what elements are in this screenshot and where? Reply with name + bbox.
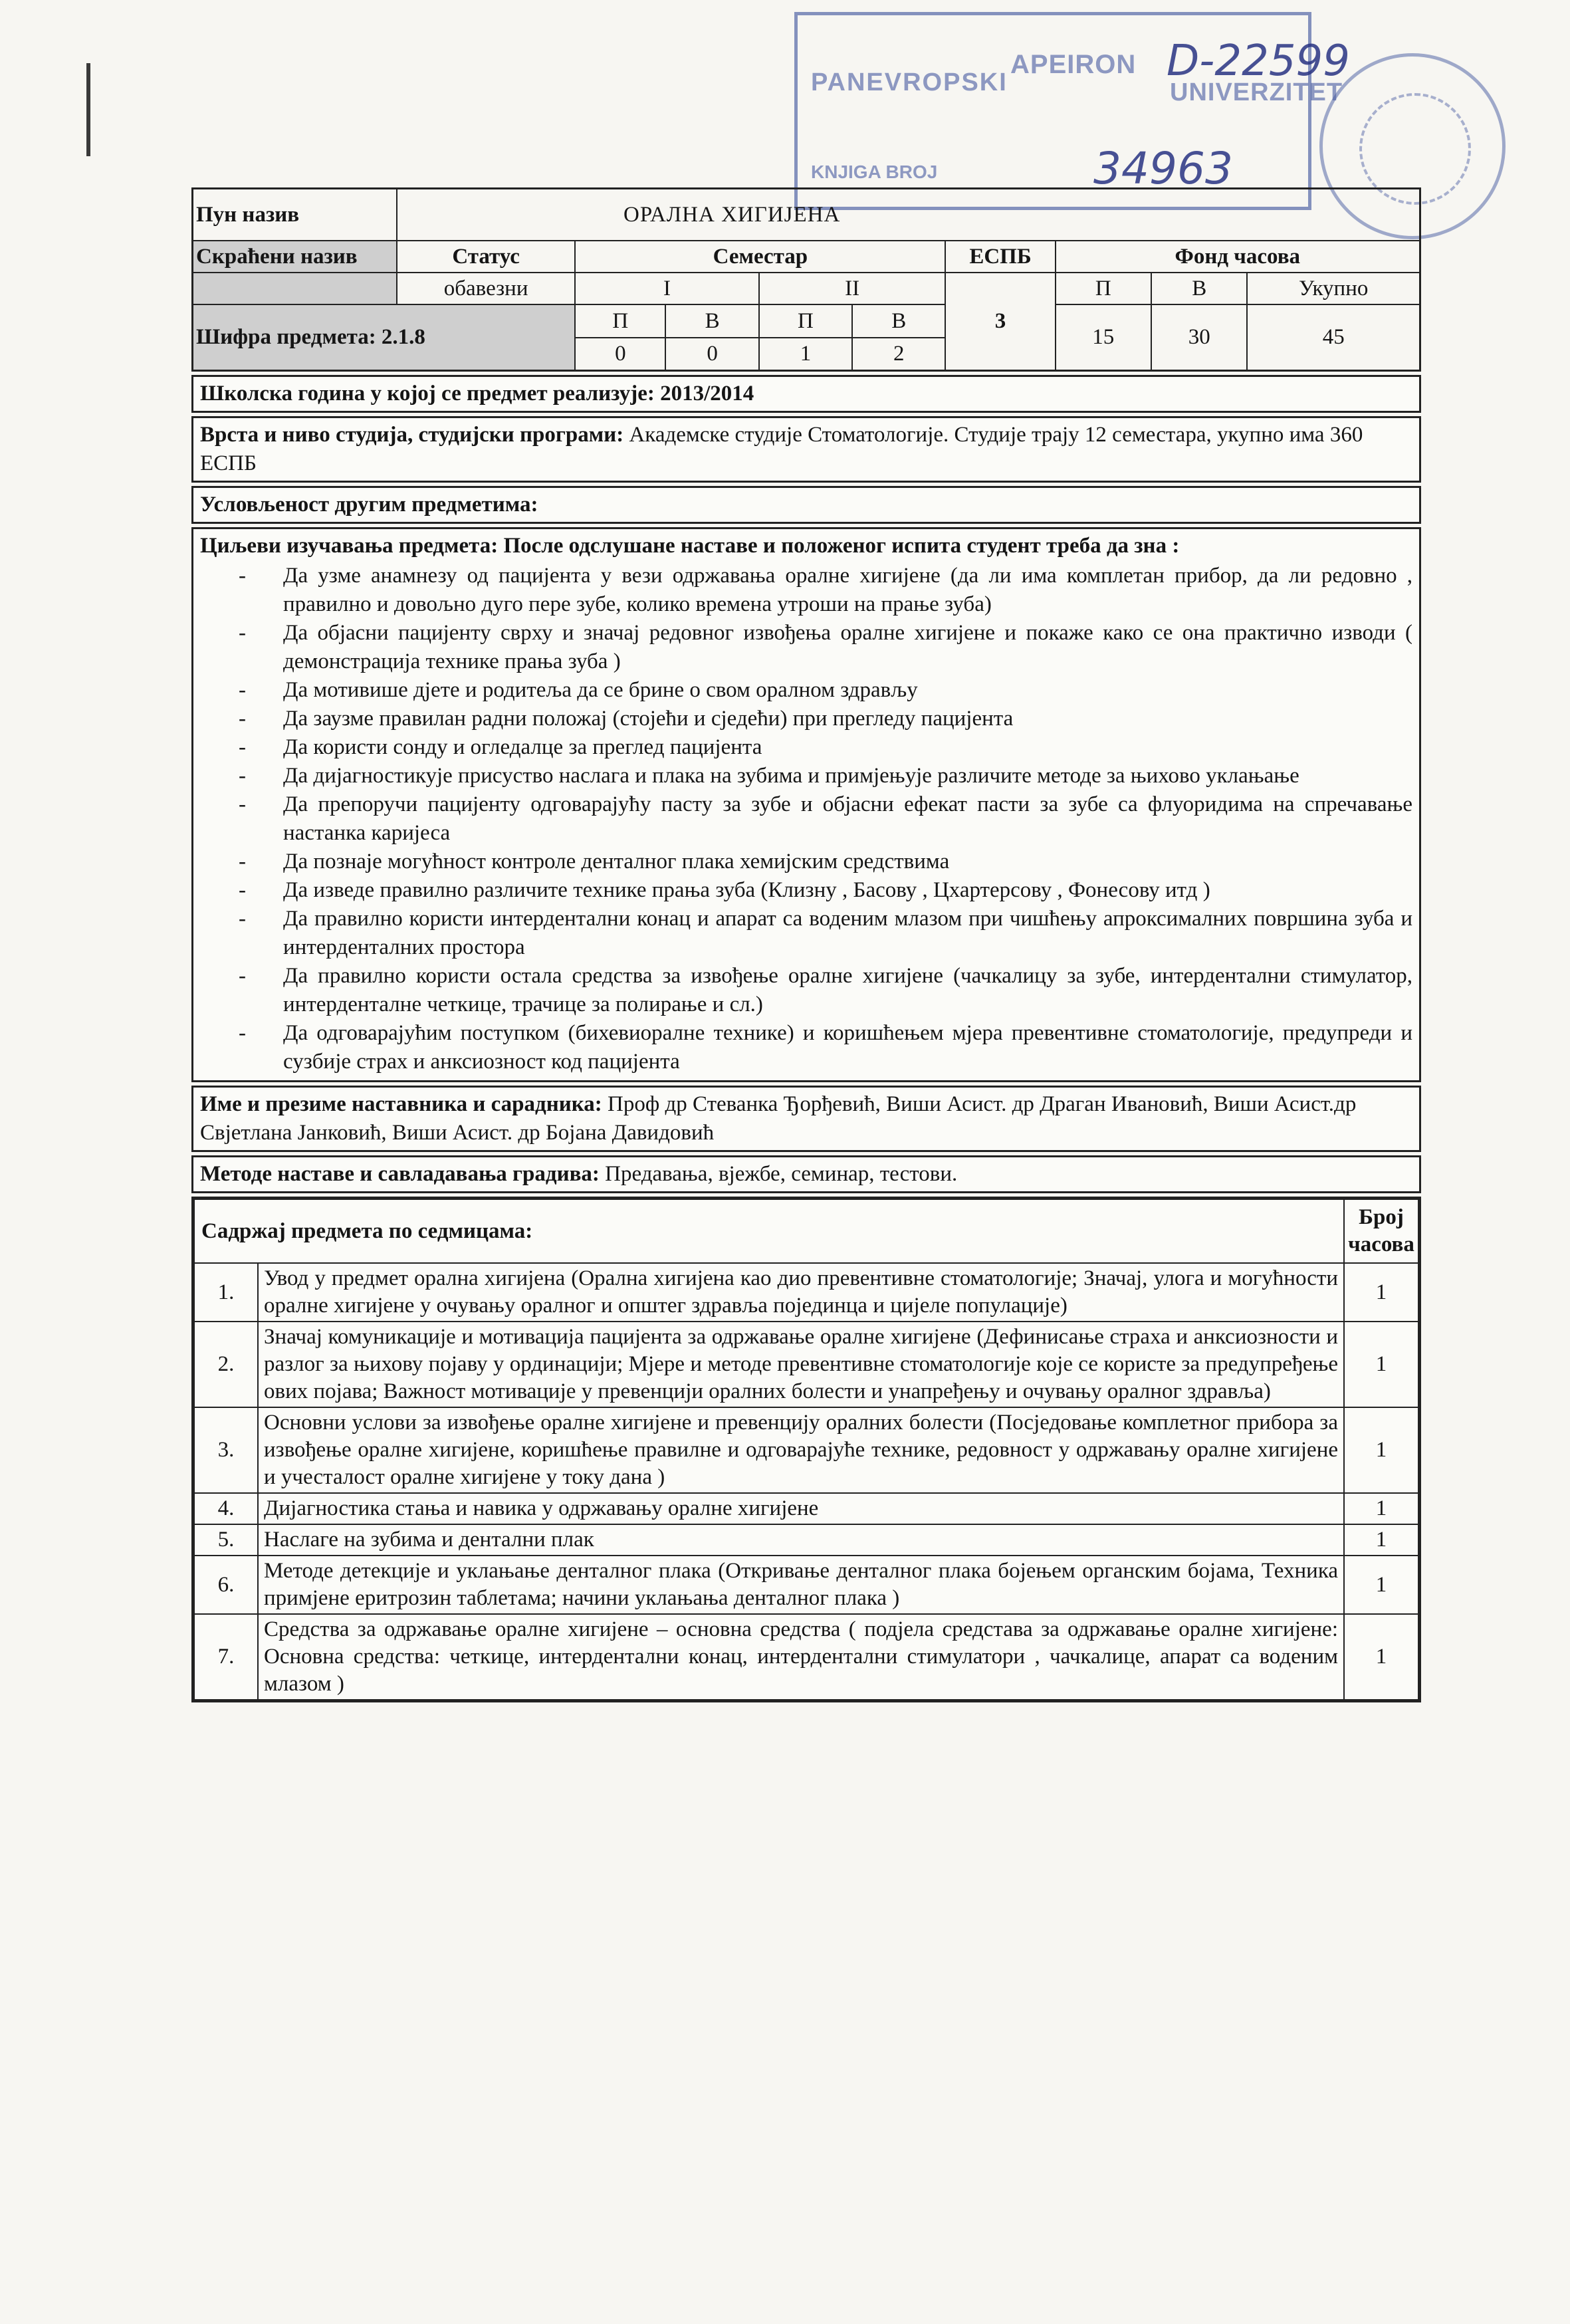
sem-v1-value: 0 <box>665 338 758 371</box>
week-number: 6. <box>194 1556 258 1614</box>
study-type-text: Академске студије Стоматологије. Студије трају 12 семестара, укупно има 360 ЕСПБ <box>200 423 1363 475</box>
weekly-label: Садржај предмета по седмицама: <box>194 1199 1344 1263</box>
status-label: Статус <box>397 241 575 273</box>
table-row <box>194 1556 1418 1614</box>
ects-value: 3 <box>945 273 1055 371</box>
list-item: - Да дијагностикује присуство наслага и плака на зубима и примјењује различите методе за њихово уклањање <box>200 762 1412 790</box>
teachers-text: Проф др Стеванка Ђорђевић, Виши Асист. др Драган Ивановић, Виши Асист.др Свјетлана Јанковић, Виши Асист. др Бојана Давидовић <box>200 1092 1357 1145</box>
stamp-line-3: UNIVERZITET <box>1170 78 1343 106</box>
table-row <box>194 1263 1418 1322</box>
week-content: Основни услови за извођење оралне хигијене и превенцију оралних болести (Посједовање комплетног прибора за извођење оралне хигијене, коришћење правилне и одговарајуће технике, редовност у одржавању оралне хигијене и учесталост оралне хигијене у току дана ) <box>258 1407 1344 1493</box>
handwritten-number: 34963 <box>1093 143 1233 194</box>
week-content: Дијагностика стања и навика у одржавању оралне хигијене <box>258 1493 1344 1524</box>
status-value: обавезни <box>397 273 575 304</box>
list-item: - Да одговарајућим поступком (бихевиоралне технике) и коришћењем мјера превентивне стоматологије, предупреди и сузбије страх и анксиозност код пацијента <box>200 1019 1412 1076</box>
page-margin-mark <box>86 63 90 156</box>
hours-p-label: П <box>1056 273 1151 304</box>
week-number: 7. <box>194 1614 258 1700</box>
ects-label: ЕСПБ <box>945 241 1055 273</box>
weekly-section <box>191 1197 1421 1702</box>
table-row <box>194 1524 1418 1556</box>
table-row <box>194 1322 1418 1407</box>
sem-p2-value: 1 <box>759 338 852 371</box>
hours-v-value: 30 <box>1151 304 1247 371</box>
week-content: Значај комуникације и мотивација пацијента за одржавање оралне хигијене (Дефинисање страха и анксиозности и разлог за њихову појаву у ординацији; Мјере и методе превентивне стоматологије које се користе за предупређење ових појава; Важност мотивације у превенцији оралних болести и унапређењу и очувању оралног здравља) <box>258 1322 1344 1407</box>
list-item: - Да правилно користи интердентални конац и апарат са воденим млазом при чишћењу апроксималних површина зуба и интерденталних простора <box>200 905 1412 962</box>
handwritten-id: D-22599 <box>1167 37 1350 86</box>
course-document <box>191 187 1421 1702</box>
methods-label: Методе наставе и савладавања градива: <box>200 1162 600 1186</box>
course-title: ОРАЛНА ХИГИЈЕНА <box>397 189 1420 241</box>
list-item: - Да познаје могућност контроле денталног плака хемијским средствима <box>200 848 1412 876</box>
school-year: Школска година у којој се предмет реализује: 2013/2014 <box>191 375 1421 413</box>
goals-list <box>200 562 1412 1076</box>
list-item: - Да заузме правилан радни положај (стојећи и сједећи) при прегледу пацијента <box>200 705 1412 733</box>
list-item: - Да препоручи пацијенту одговарајућу пасту за зубе и објасни ефекат пасти за зубе са флуоридима на спречавање настанка каријеса <box>200 790 1412 848</box>
stamp-line-2: APEIRON <box>1010 50 1137 79</box>
week-content: Методе детекције и уклањање денталног плака (Откривање денталног плака бојењем органским бојама, Техника примјене еритрозин таблетама; начини уклањања денталног плака ) <box>258 1556 1344 1614</box>
list-item: - Да правилно користи остала средства за извођење оралне хигијене (чачкалицу за зубе, интердентални стимулатор, интерденталне четкице, трачице за полирање и сл.) <box>200 962 1412 1019</box>
hours-fund-label: Фонд часова <box>1056 241 1420 273</box>
sem-p1-label: П <box>575 304 665 338</box>
sem-v2-label: В <box>852 304 945 338</box>
week-hours: 1 <box>1344 1322 1418 1407</box>
week-number: 1. <box>194 1263 258 1322</box>
week-hours: 1 <box>1344 1556 1418 1614</box>
full-name-label: Пун назив <box>193 189 397 241</box>
week-hours: 1 <box>1344 1614 1418 1700</box>
teachers-label: Име и презиме наставника и сарадника: <box>200 1092 602 1116</box>
goals-section <box>191 527 1421 1082</box>
study-type <box>191 416 1421 483</box>
semester-2: II <box>759 273 946 304</box>
list-item: - Да мотивише дјете и родитеља да се брине о свом оралном здрављу <box>200 676 1412 705</box>
week-content: Увод у предмет орална хигијена (Орална хигијена као дио превентивне стоматологије; Значај, улога и могућности оралне хигијене у очувању оралног и општег здравља појединца и цијеле популације) <box>258 1263 1344 1322</box>
hours-total-label: Укупно <box>1247 273 1420 304</box>
table-row <box>194 1407 1418 1493</box>
study-type-label: Врста и ниво студија, студијски програми: <box>200 423 624 447</box>
sem-v1-label: В <box>665 304 758 338</box>
methods-text: Предавања, вјежбе, семинар, тестови. <box>599 1162 958 1186</box>
methods-section <box>191 1155 1421 1193</box>
course-code: Шифра предмета: 2.1.8 <box>193 304 576 371</box>
hours-v-label: В <box>1151 273 1247 304</box>
stamp-line-1: PANEVROPSKI <box>811 68 1008 96</box>
week-content: Средства за одржавање оралне хигијене – основна средства ( подјела средстава за одржавање оралне хигијене: Основна средства: четкице, интердентални конац, интердентални стимулатори , чачкалице, апарат са воденим млазом ) <box>258 1614 1344 1700</box>
sem-p1-value: 0 <box>575 338 665 371</box>
hours-header-line-2: часова <box>1348 1232 1414 1256</box>
week-number: 3. <box>194 1407 258 1493</box>
short-name-label: Скраћени назив <box>193 241 397 273</box>
week-number: 2. <box>194 1322 258 1407</box>
week-content: Наслаге на зубима и дентални плак <box>258 1524 1344 1556</box>
table-row <box>194 1493 1418 1524</box>
week-number: 5. <box>194 1524 258 1556</box>
list-item: - Да изведе правилно различите технике прања зуба (Клизну , Басову , Цхартерсову , Фонесову итд ) <box>200 876 1412 905</box>
stamp-line-4: KNJIGA BROJ <box>811 162 938 182</box>
list-item: - Да објасни пацијенту сврху и значај редовног извођења оралне хигијене и покаже како се она практично изводи ( демонстрација технике прања зуба ) <box>200 619 1412 676</box>
prerequisites: Условљеност другим предметима: <box>191 486 1421 524</box>
goals-label: Циљеви изучавања предмета: После одслушане наставе и положеног испита студент треба да зна : <box>200 534 1180 558</box>
list-item: - Да узме анамнезу од пацијента у вези одржавања оралне хигијене (да ли има комплетан прибор, да ли редовно , правилно и довољно дуго пере зубе, колико времена утроши на прање зуба) <box>200 562 1412 619</box>
week-hours: 1 <box>1344 1263 1418 1322</box>
weekly-table <box>193 1199 1419 1700</box>
hours-header <box>1344 1199 1418 1263</box>
week-number: 4. <box>194 1493 258 1524</box>
semester-label: Семестар <box>575 241 945 273</box>
week-hours: 1 <box>1344 1493 1418 1524</box>
list-item: - Да користи сонду и огледалце за преглед пацијента <box>200 733 1412 762</box>
hours-header-line-1: Број <box>1359 1205 1404 1229</box>
hours-total-value: 45 <box>1247 304 1420 371</box>
week-hours: 1 <box>1344 1407 1418 1493</box>
semester-1: I <box>575 273 759 304</box>
week-hours: 1 <box>1344 1524 1418 1556</box>
sem-p2-label: П <box>759 304 852 338</box>
header-table <box>191 187 1421 372</box>
hours-p-value: 15 <box>1056 304 1151 371</box>
teachers-section <box>191 1086 1421 1152</box>
sem-v2-value: 2 <box>852 338 945 371</box>
table-row <box>194 1614 1418 1700</box>
